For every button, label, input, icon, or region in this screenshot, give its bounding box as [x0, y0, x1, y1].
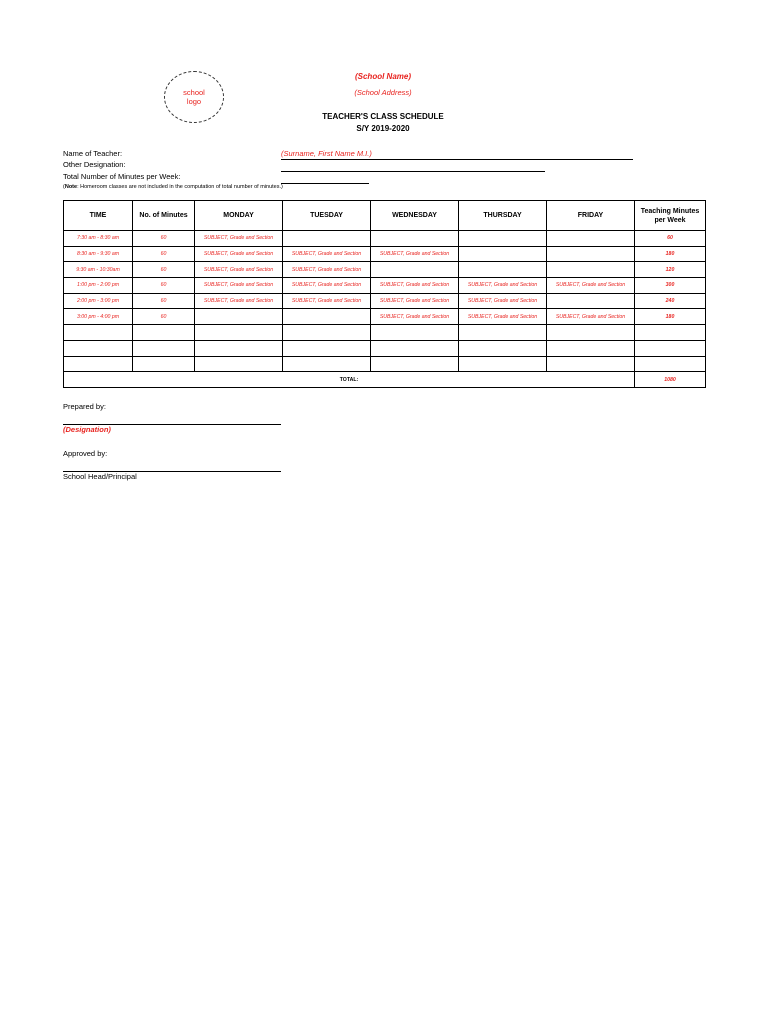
teacher-name-value[interactable]: (Surname, First Name M.I.): [281, 149, 372, 158]
table-header-row: [64, 201, 706, 231]
cell-monday[interactable]: SUBJECT, Grade and Section: [195, 262, 283, 278]
cell-friday[interactable]: SUBJECT, Grade and Section: [547, 278, 635, 294]
cell-tuesday[interactable]: SUBJECT, Grade and Section: [283, 262, 371, 278]
header-tuesday: TUESDAY: [283, 201, 371, 231]
cell-time[interactable]: 2:00 pm - 3:00 pm: [64, 293, 133, 309]
cell-time[interactable]: 1:00 pm - 2:00 pm: [64, 278, 133, 294]
table-row: [64, 246, 706, 262]
note-bold-label: Note: [64, 184, 78, 190]
header-teaching-minutes: Teaching Minutes per Week: [635, 201, 706, 231]
cell-thursday[interactable]: [459, 356, 547, 372]
cell-time[interactable]: 7:30 am - 8:30 am: [64, 231, 133, 247]
cell-tuesday[interactable]: SUBJECT, Grade and Section: [283, 293, 371, 309]
table-row: [64, 293, 706, 309]
table-row: [64, 340, 706, 356]
cell-monday[interactable]: [195, 356, 283, 372]
logo-text-line2: logo: [186, 97, 202, 106]
cell-friday[interactable]: [547, 262, 635, 278]
cell-wednesday[interactable]: [371, 231, 459, 247]
cell-wednesday[interactable]: SUBJECT, Grade and Section: [371, 309, 459, 325]
cell-tuesday[interactable]: [283, 325, 371, 341]
cell-teaching-minutes[interactable]: 240: [635, 293, 706, 309]
cell-teaching-minutes[interactable]: 180: [635, 309, 706, 325]
cell-tuesday[interactable]: [283, 340, 371, 356]
cell-time[interactable]: [64, 340, 133, 356]
cell-wednesday[interactable]: [371, 356, 459, 372]
school-year: S/Y 2019-2020: [356, 124, 410, 133]
cell-thursday[interactable]: SUBJECT, Grade and Section: [459, 293, 547, 309]
table-row: [64, 278, 706, 294]
total-label: TOTAL:: [64, 372, 635, 388]
cell-wednesday[interactable]: [371, 340, 459, 356]
cell-thursday[interactable]: [459, 246, 547, 262]
cell-minutes[interactable]: 60: [133, 262, 195, 278]
total-row: [64, 372, 706, 388]
cell-tuesday[interactable]: [283, 309, 371, 325]
total-minutes-field[interactable]: [281, 183, 369, 184]
class-schedule-table: [63, 200, 706, 388]
cell-monday[interactable]: SUBJECT, Grade and Section: [195, 246, 283, 262]
school-name: (School Name): [354, 72, 411, 81]
cell-teaching-minutes[interactable]: 120: [635, 262, 706, 278]
table-row: [64, 309, 706, 325]
cell-minutes[interactable]: 60: [133, 293, 195, 309]
logo-text-line1: school: [183, 88, 205, 97]
note-text: [63, 184, 283, 190]
cell-wednesday[interactable]: SUBJECT, Grade and Section: [371, 293, 459, 309]
cell-time[interactable]: 9:30 am - 10:30am: [64, 262, 133, 278]
cell-tuesday[interactable]: [283, 231, 371, 247]
cell-monday[interactable]: [195, 340, 283, 356]
cell-minutes[interactable]: 60: [133, 231, 195, 247]
header-monday: MONDAY: [195, 201, 283, 231]
document-title: TEACHER'S CLASS SCHEDULE: [322, 112, 444, 121]
table-row: [64, 231, 706, 247]
header-time: TIME: [64, 201, 133, 231]
table-row: [64, 262, 706, 278]
total-minutes-label: Total Number of Minutes per Week:: [63, 172, 181, 181]
cell-friday[interactable]: [547, 356, 635, 372]
table-row: [64, 356, 706, 372]
cell-tuesday[interactable]: SUBJECT, Grade and Section: [283, 278, 371, 294]
header-friday: FRIDAY: [547, 201, 635, 231]
table-row: [64, 325, 706, 341]
cell-wednesday[interactable]: SUBJECT, Grade and Section: [371, 246, 459, 262]
cell-teaching-minutes[interactable]: [635, 325, 706, 341]
other-designation-field[interactable]: [281, 171, 545, 172]
cell-thursday[interactable]: [459, 231, 547, 247]
cell-tuesday[interactable]: SUBJECT, Grade and Section: [283, 246, 371, 262]
cell-minutes[interactable]: 60: [133, 309, 195, 325]
cell-time[interactable]: 3:00 pm - 4:00 pm: [64, 309, 133, 325]
cell-thursday[interactable]: [459, 340, 547, 356]
header-minutes: No. of Minutes: [133, 201, 195, 231]
cell-minutes[interactable]: 60: [133, 246, 195, 262]
approved-by-label: Approved by:: [63, 449, 108, 458]
note-open-paren: (: [63, 184, 65, 190]
cell-time[interactable]: [64, 325, 133, 341]
cell-wednesday[interactable]: [371, 325, 459, 341]
cell-friday[interactable]: SUBJECT, Grade and Section: [547, 309, 635, 325]
cell-teaching-minutes[interactable]: 300: [635, 278, 706, 294]
cell-wednesday[interactable]: SUBJECT, Grade and Section: [371, 278, 459, 294]
cell-tuesday[interactable]: [283, 356, 371, 372]
cell-time[interactable]: 8:30 am - 9:30 am: [64, 246, 133, 262]
cell-minutes[interactable]: 60: [133, 278, 195, 294]
other-designation-label: Other Designation:: [63, 160, 126, 169]
header-wednesday: WEDNESDAY: [371, 201, 459, 231]
cell-monday[interactable]: SUBJECT, Grade and Section: [195, 278, 283, 294]
total-value: 1080: [635, 372, 706, 388]
cell-wednesday[interactable]: [371, 262, 459, 278]
cell-monday[interactable]: [195, 309, 283, 325]
school-address: (School Address): [354, 88, 412, 97]
school-head-title: School Head/Principal: [63, 472, 137, 481]
cell-friday[interactable]: [547, 325, 635, 341]
note-body: : Homeroom classes are not included in the computation of total number of minutes.): [77, 184, 283, 190]
prepared-by-label: Prepared by:: [63, 402, 106, 411]
cell-monday[interactable]: SUBJECT, Grade and Section: [195, 231, 283, 247]
cell-teaching-minutes[interactable]: [635, 340, 706, 356]
cell-monday[interactable]: [195, 325, 283, 341]
cell-minutes[interactable]: [133, 340, 195, 356]
cell-teaching-minutes[interactable]: 60: [635, 231, 706, 247]
cell-friday[interactable]: [547, 340, 635, 356]
teacher-name-underline: [281, 159, 633, 160]
cell-minutes[interactable]: [133, 325, 195, 341]
cell-thursday[interactable]: [459, 325, 547, 341]
school-logo-placeholder: [164, 71, 224, 123]
cell-thursday[interactable]: SUBJECT, Grade and Section: [459, 309, 547, 325]
cell-thursday[interactable]: SUBJECT, Grade and Section: [459, 278, 547, 294]
cell-monday[interactable]: SUBJECT, Grade and Section: [195, 293, 283, 309]
cell-friday[interactable]: [547, 246, 635, 262]
cell-teaching-minutes[interactable]: 180: [635, 246, 706, 262]
cell-minutes[interactable]: [133, 356, 195, 372]
cell-time[interactable]: [64, 356, 133, 372]
cell-teaching-minutes[interactable]: [635, 356, 706, 372]
header-thursday: THURSDAY: [459, 201, 547, 231]
cell-friday[interactable]: [547, 231, 635, 247]
prepared-by-designation[interactable]: (Designation): [63, 425, 111, 434]
cell-thursday[interactable]: [459, 262, 547, 278]
cell-friday[interactable]: [547, 293, 635, 309]
teacher-name-label: Name of Teacher:: [63, 149, 123, 158]
